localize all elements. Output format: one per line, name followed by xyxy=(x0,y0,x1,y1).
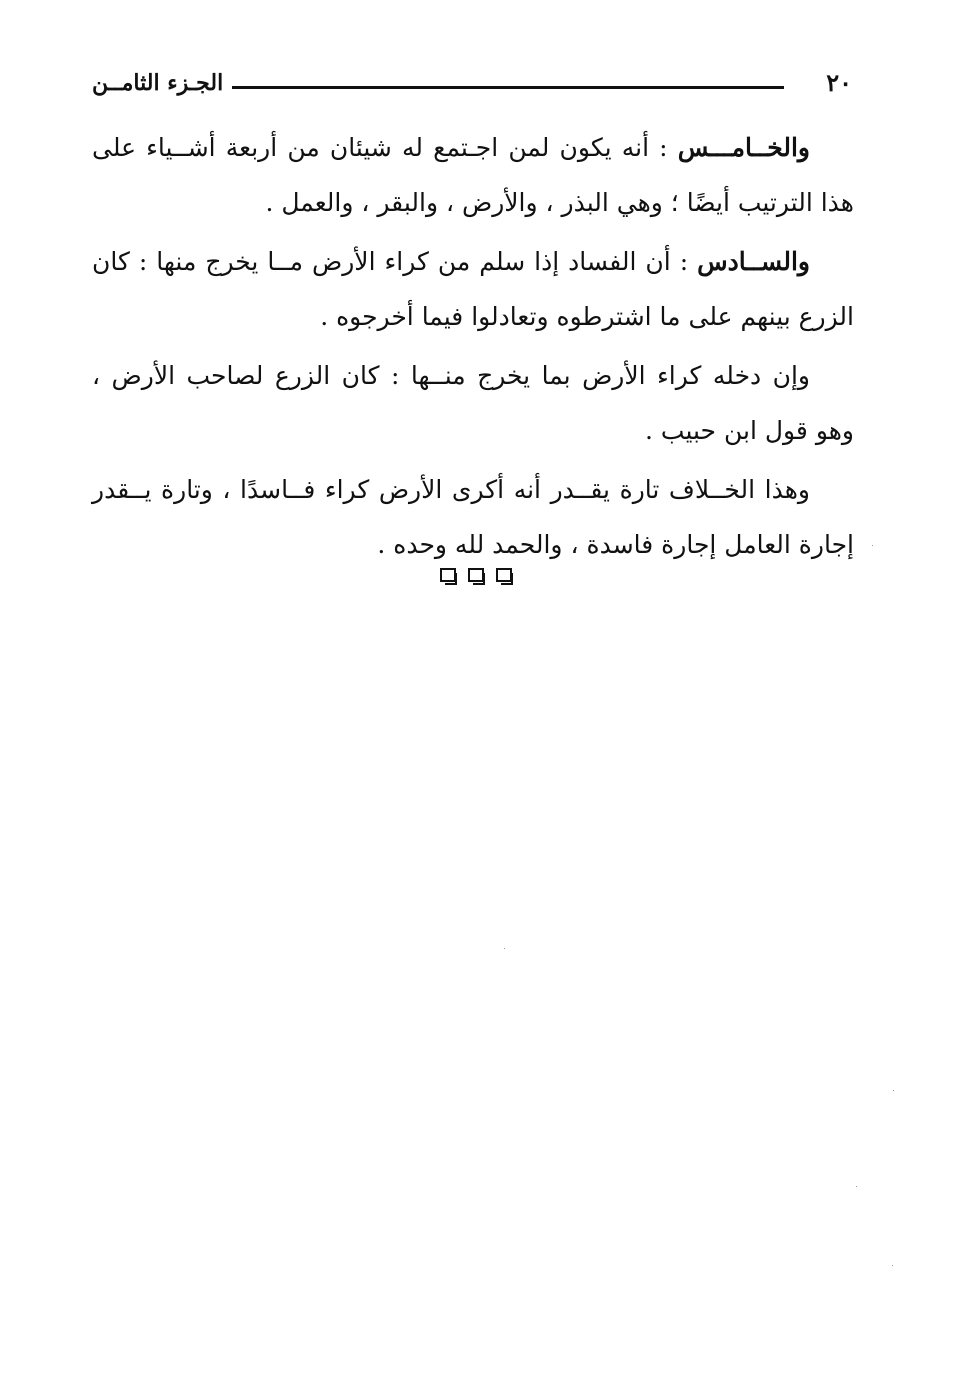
scan-speck xyxy=(872,545,873,546)
square-ornament-icon xyxy=(440,568,456,582)
scan-speck xyxy=(856,1186,857,1187)
scan-speck xyxy=(504,948,505,949)
scan-speck xyxy=(892,1265,893,1266)
header-rule xyxy=(232,86,784,89)
paragraph-text: وإن دخله كراء الأرض بما يخرج منــها : كان الزرع لصاحب الأرض ، وهو قول ابن حبيب . xyxy=(92,361,854,445)
section-end-ornament xyxy=(440,566,512,584)
square-ornament-icon xyxy=(496,568,512,582)
paragraph-disagreement xyxy=(92,462,854,572)
paragraph-land-rent xyxy=(92,348,854,458)
main-text xyxy=(92,120,854,576)
volume-title: الجـزء الثامــن xyxy=(92,70,224,96)
paragraph-text: وهذا الخــلاف تارة يقــدر أنه أكرى الأرض كراء فــاسدًا ، وتارة يــقدر إجارة العامل إجارة فاسدة ، والحمد لله وحده . xyxy=(92,475,854,559)
paragraph-text: : أن الفساد إذا سلم من كراء الأرض مــا يخرج منها : كان الزرع بينهم على ما اشترطوه وتعادلوا فيما أخرجوه . xyxy=(92,247,854,331)
paragraph-lead: والســادس xyxy=(697,247,810,276)
scan-speck xyxy=(893,1090,894,1091)
running-header xyxy=(92,68,852,104)
paragraph-lead: والخــامـــس xyxy=(677,133,810,162)
paragraph-text: : أنه يكون لمن اجـتمع له شيئان من أربعة أشــياء على هذا الترتيب أيضًا ؛ وهي البذر ، والأرض ، والبقر ، والعمل . xyxy=(92,133,854,217)
paragraph-fifth xyxy=(92,120,854,230)
paragraph-sixth xyxy=(92,234,854,344)
square-ornament-icon xyxy=(468,568,484,582)
page-number: ٢٠ xyxy=(826,68,852,97)
